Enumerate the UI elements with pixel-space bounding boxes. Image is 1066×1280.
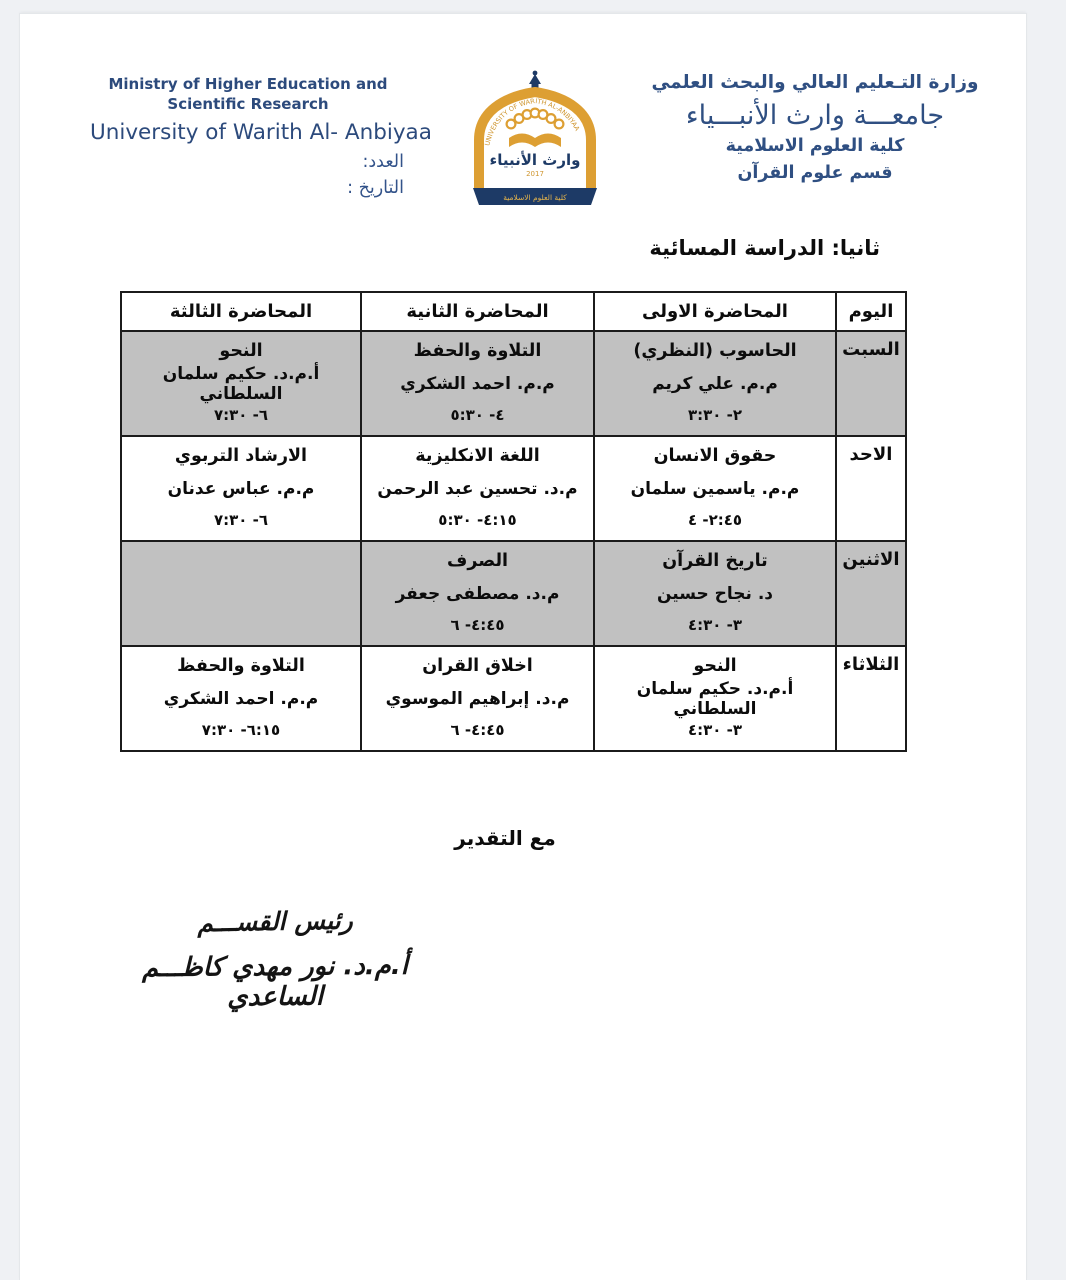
lecture-cell-empty — [121, 541, 361, 646]
section-title: ثانيا: الدراسة المسائية — [649, 236, 880, 260]
lecture-teacher: م.م. احمد الشكري — [400, 373, 555, 394]
day-label: الثلاثاء — [836, 646, 906, 751]
lecture-cell — [121, 331, 361, 436]
lecture-teacher: م.م. علي كريم — [652, 373, 778, 394]
letterhead-arabic — [630, 72, 1000, 183]
day-label: الاثنين — [836, 541, 906, 646]
university-logo — [455, 70, 615, 226]
table-row-saturday — [121, 331, 906, 436]
lecture-time: ٦- ٧:٣٠ — [213, 406, 269, 424]
signature-title: رئيس القســـم — [197, 905, 353, 938]
lecture-teacher: م.د. مصطفى جعفر — [395, 583, 560, 604]
lecture-cell — [361, 646, 594, 751]
day-label: السبت — [836, 331, 906, 436]
schedule-table — [120, 291, 907, 752]
logo-year-text: 2017 — [526, 170, 544, 178]
letterhead-english — [90, 74, 432, 198]
lecture-teacher: د. نجاح حسين — [656, 583, 774, 604]
lecture-cell — [121, 646, 361, 751]
lecture-time: ٢:٤٥- ٤ — [687, 511, 743, 529]
lecture-teacher: م.د. إبراهيم الموسوي — [385, 688, 570, 709]
signature-name: أ.م.د. نور مهدي كاظـــم الساعدي — [141, 950, 408, 1013]
lecture-time: ٤:٤٥- ٦ — [450, 616, 505, 634]
column-header-lecture-1: المحاضرة الاولى — [594, 292, 836, 331]
document-page — [20, 14, 1026, 1280]
lecture-teacher: م.د. تحسين عبد الرحمن — [377, 478, 578, 499]
column-header-day: اليوم — [836, 292, 906, 331]
document-date-label: التاريخ : — [347, 177, 404, 198]
lecture-subject: النحو — [693, 656, 737, 676]
table-header-row — [121, 292, 906, 331]
day-label: الاحد — [836, 436, 906, 541]
column-header-lecture-3: المحاضرة الثالثة — [121, 292, 361, 331]
lecture-cell — [361, 541, 594, 646]
ministry-name-en-line2: Scientific Research — [167, 95, 329, 114]
lecture-subject: الارشاد التربوي — [174, 446, 308, 466]
table-row-tuesday — [121, 646, 906, 751]
university-name-ar: جامعـــة وارث الأنبـــياء — [685, 100, 945, 131]
lecture-time: ٢- ٣:٣٠ — [687, 406, 743, 424]
lecture-time: ٤- ٥:٣٠ — [450, 406, 505, 424]
lecture-cell — [121, 436, 361, 541]
document-fields — [90, 152, 406, 198]
lecture-time: ٦:١٥- ٧:٣٠ — [201, 721, 281, 739]
lecture-subject: اخلاق القران — [422, 656, 533, 676]
lecture-time: ٣- ٤:٣٠ — [687, 616, 743, 634]
lecture-subject: التلاوة والحفظ — [413, 341, 542, 361]
lecture-teacher: م.م. ياسمين سلمان — [630, 478, 800, 499]
lecture-cell — [594, 436, 836, 541]
lecture-teacher: أ.م.د. حكيم سلمان السلطاني — [636, 678, 794, 719]
lecture-cell — [594, 541, 836, 646]
ministry-name-en-line1: Ministry of Higher Education and — [108, 75, 388, 93]
logo-arc-text: UNIVERSITY OF WARITH AL-ANBIYAA — [483, 97, 582, 147]
lecture-subject: تاريخ القرآن — [662, 551, 768, 571]
lecture-cell — [594, 331, 836, 436]
ministry-name-ar: وزارة التـعليم العالي والبحث العلمي — [651, 72, 979, 93]
college-name-ar: كلية العلوم الاسلامية — [725, 136, 905, 156]
closing-phrase: مع التقدير — [454, 826, 556, 850]
university-emblem-icon — [455, 70, 615, 222]
lecture-subject: الحاسوب (النظري) — [633, 341, 797, 361]
logo-banner-text: كلية العلوم الاسلامية — [503, 193, 567, 202]
department-name-ar: قسم علوم القرآن — [737, 163, 893, 183]
lecture-subject: حقوق الانسان — [653, 446, 777, 466]
logo-calligraphy-text: وارث الأنبياء — [489, 151, 581, 169]
lecture-time: ٣- ٤:٣٠ — [687, 721, 743, 739]
lecture-teacher: م.م. احمد الشكري — [163, 688, 319, 709]
university-name-en: University of Warith Al- Anbiyaa — [90, 119, 432, 145]
signature-block — [95, 907, 455, 1012]
lecture-subject: الصرف — [446, 551, 509, 571]
column-header-lecture-2: المحاضرة الثانية — [361, 292, 594, 331]
document-number-label: العدد: — [362, 151, 404, 172]
lecture-teacher: أ.م.د. حكيم سلمان السلطاني — [162, 363, 320, 404]
lecture-time: ٤:١٥- ٥:٣٠ — [438, 511, 517, 529]
table-row-sunday — [121, 436, 906, 541]
lecture-cell — [361, 436, 594, 541]
lecture-time: ٤:٤٥- ٦ — [450, 721, 505, 739]
table-row-monday — [121, 541, 906, 646]
lecture-subject: اللغة الانكليزية — [415, 446, 540, 466]
lecture-cell — [594, 646, 836, 751]
lecture-subject: التلاوة والحفظ — [177, 656, 305, 676]
lecture-subject: النحو — [219, 341, 263, 361]
lecture-teacher: م.م. عباس عدنان — [167, 478, 315, 499]
lecture-time: ٦- ٧:٣٠ — [213, 511, 269, 529]
lecture-cell — [361, 331, 594, 436]
